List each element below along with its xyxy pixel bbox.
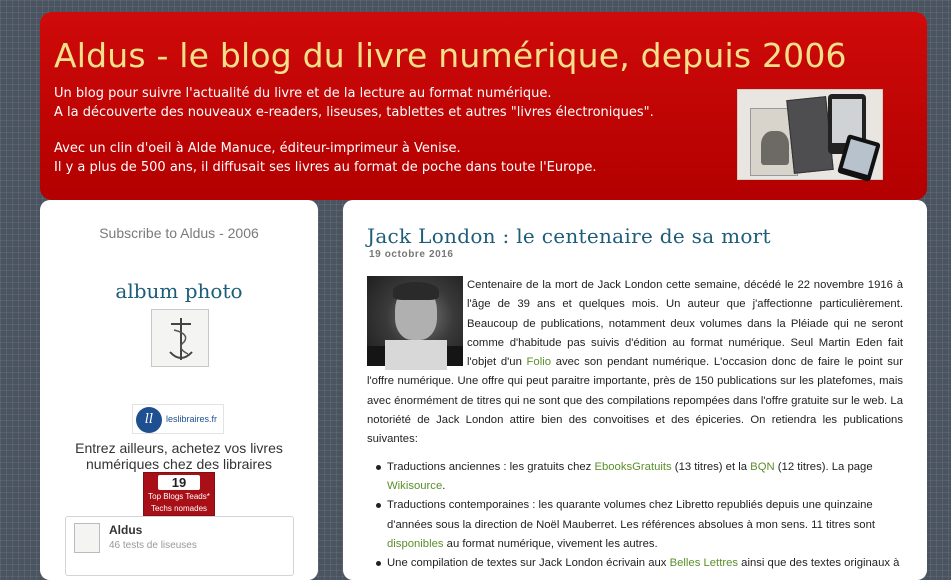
book-cover [786, 96, 834, 174]
topblogs-rank: 19 [158, 475, 200, 490]
blog-title[interactable]: Aldus - le blog du livre numérique, depuis 2006 [54, 36, 847, 75]
blog-header [40, 12, 927, 200]
belles-lettres-link[interactable]: Belles Lettres [669, 557, 739, 570]
publications-list [367, 458, 903, 574]
aldus-subtitle: 46 tests de liseuses [109, 540, 197, 551]
ebooksgratuits-link[interactable]: EbooksGratuits [594, 460, 672, 473]
leslibraires-logo-text: leslibraires.fr [166, 414, 218, 424]
list-item: Traductions anciennes : les gratuits chez EbooksGratuits (13 titres) et la BQN (12 titres). La page Wikisource. [387, 458, 903, 497]
header-ereaders-image [737, 89, 883, 180]
disponibles-link[interactable]: disponibles [387, 537, 444, 550]
aldus-thumbnail [74, 523, 100, 553]
topblogs-label: Top Blogs Teads* [148, 492, 210, 501]
aldus-profile-widget[interactable] [65, 516, 294, 576]
anchor-dolphin-icon [152, 310, 210, 368]
post-body [367, 276, 903, 573]
album-photo-thumbnail[interactable] [151, 309, 209, 367]
topblogs-badge[interactable] [143, 472, 215, 516]
aldus-name[interactable]: Aldus [109, 523, 143, 537]
main-content [343, 200, 927, 580]
bqn-link[interactable]: BQN [750, 460, 775, 473]
description-line: Avec un clin d'oeil à Alde Manuce, éditeur-imprimeur à Venise. [54, 141, 461, 156]
description-line: Il y a plus de 500 ans, il diffusait ses livres au format de poche dans toute l'Europe. [54, 159, 597, 175]
list-item: Une compilation de textes sur Jack London écrivain aux Belles Lettres ainsi que des textes originaux à [387, 554, 903, 573]
album-photo-title: album photo [115, 279, 243, 303]
post-title[interactable]: Jack London : le centenaire de sa mort [367, 224, 771, 248]
description-line: A la découverte des nouveaux e-readers, liseuses, tablettes et autres "livres électroniques". [54, 104, 654, 120]
folio-link[interactable]: Folio [526, 356, 552, 369]
subscribe-link[interactable]: Subscribe to Aldus - 2006 [99, 225, 259, 241]
blog-description [54, 85, 654, 177]
wikisource-link[interactable]: Wikisource [387, 479, 443, 492]
libraires-text: Entrez ailleurs, achetez vos livres numériques chez des libraires [75, 440, 283, 472]
topblogs-category: Techs nomades [150, 504, 208, 513]
leslibraires-logo[interactable] [132, 404, 224, 434]
post-intro: Centenaire de la mort de Jack London cette semaine, décédé le 22 novembre 1916 à l'âge de 39 ans et quelques mois. Un auteur que j'affectionne particulièrement. Beaucoup de publications, notamment deux volumes dans la Pléiade qui ne seront comme d'habitude pas suivis d'édition au format numérique. Seul Martin Eden fait l'objet d'un Folio avec son pendant numérique. L'occasion donc de faire le point sur l'offre numérique. Une offre qui peut paraitre importante, près de 150 publications sur les platefomes, mais avec énormément de titres qui ne sont que des compilations repompées dans l'offre gratuite sur le web. La notoriété de Jack London attire bien des convoitises et des épiceries. On retiendra les publications suivantes: [367, 279, 903, 446]
leslibraires-icon: ll [136, 407, 162, 433]
sidebar [40, 200, 318, 580]
description-line: Un blog pour suivre l'actualité du livre et de la lecture au format numérique. [54, 86, 552, 101]
post-date: 19 octobre 2016 [369, 249, 454, 260]
list-item: Traductions contemporaines : les quarante volumes chez Libretto republiés depuis une quinzaine d'années sous la direction de Noël Mauberret. Les références absolues à mon sens. 11 titres sont disponibles au format numérique, vivement les autres. [387, 496, 903, 554]
